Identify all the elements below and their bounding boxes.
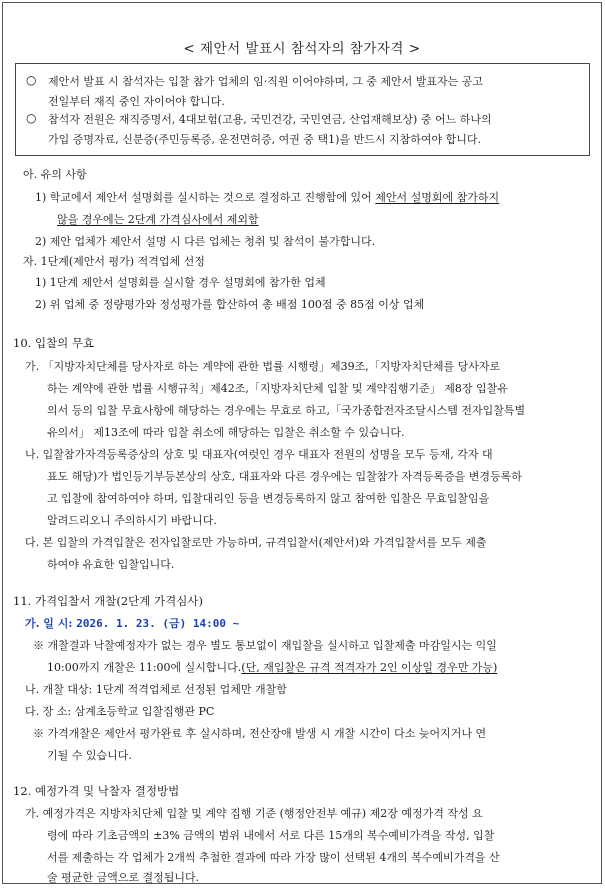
notice-title: < 제안서 발표시 참석자의 참가자격 > <box>183 41 421 57</box>
section-11-date-label: 가. 일 시: <box>25 617 77 630</box>
section-a-item-1-text: 1) 학교에서 제안서 설명회를 실시하는 것으로 결정하고 진행함에 있어 <box>35 191 376 204</box>
notice-bullet-2-line-1: 참석자 전원은 재직증명서, 4대보험(고용, 국민건강, 국민연금, 산업재해보상) 중 어느 하나의 <box>48 113 492 126</box>
section-b-item-2: 2) 위 업체 중 정량평가와 정성평가를 합산하여 총 배점 100점 중 85점 이상 업체 <box>35 298 425 311</box>
section-12-ga-line-4: 술 평균한 금액으로 결정됩니다. <box>47 871 200 884</box>
section-10-ga-line-2: 하는 계약에 관한 법률 시행규칙」제42조,「지방자치단체 입찰 및 계약집행기준」 제8장 입찰유 <box>47 382 508 395</box>
section-10-na-line-1: 나. 입찰참가자격등록증상의 상호 및 대표자(여럿인 경우 대표자 전원의 성명을 모두 등재, 각자 대 <box>25 448 493 461</box>
section-11-date-row <box>25 615 239 631</box>
section-12-ga-line-1: 가. 예정가격은 지방자치단체 입찰 및 계약 집행 기준 (행정안전부 예규) 제2장 예정가격 작성 요 <box>25 807 483 820</box>
section-a-item-1-underlined: 제안서 설명회에 참가하지 <box>375 191 500 204</box>
section-11-note-1-underlined: (단, 재입찰은 규격 적격자가 2인 이상일 경우만 가능) <box>241 661 498 674</box>
notice-bullet-2-line-2: 가입 증명자료, 신분증(주민등록증, 운전면허증, 여권 중 택1)을 반드시 지참하여야 합니다. <box>48 133 481 146</box>
section-10-da-line-2: 하여야 유효한 입찰입니다. <box>47 558 175 571</box>
section-11-note-1-text: 10:00까지 개찰은 11:00에 실시합니다. <box>47 661 242 674</box>
document-page <box>2 2 602 884</box>
section-11-note-2-line-2: 기될 수 있습니다. <box>47 749 132 762</box>
section-a-item-2: 2) 제안 업체가 제안서 설명 시 다른 업체는 청취 및 참석이 불가합니다. <box>35 235 376 248</box>
section-11-title: 11. 가격입찰서 개찰(2단계 가격심사) <box>13 594 203 608</box>
section-11-note-1-line-1: ※ 개찰결과 낙찰예정자가 없는 경우 별도 통보없이 재입찰을 실시하고 입찰제출 마감일시는 익일 <box>33 639 497 652</box>
section-10-title: 10. 입찰의 무효 <box>13 336 95 350</box>
section-10-na-line-2: 표도 해당)가 법인등기부등본상의 상호, 대표자와 다른 경우에는 입찰참가 자격등록증을 변경등록하 <box>47 470 522 483</box>
section-a-item-1-line-1 <box>35 189 499 205</box>
notice-box <box>15 63 590 156</box>
section-10-na-line-4: 알려드리오니 주의하시기 바랍니다. <box>47 514 217 527</box>
section-11-na: 나. 개찰 대상: 1단계 적격업체로 선정된 업체만 개찰함 <box>25 683 287 696</box>
notice-bullet-1-line-1: 제안서 발표 시 참석자는 입찰 참가 업체의 임·직원 이어야하며, 그 중 제안서 발표자는 공고 <box>48 75 483 88</box>
section-10-ga-line-4: 유의서」 제13조에 따라 입찰 취소에 해당하는 입찰은 취소할 수 있습니다. <box>47 426 405 439</box>
section-10-ga-line-3: 의서 등의 입찰 무효사항에 해당하는 경우에는 무효로 하고,「국가종합전자조달시스템 전자입찰특별 <box>47 404 526 417</box>
section-11-da: 다. 장 소: 삼계초등학교 입찰집행관 PC <box>25 705 215 718</box>
section-12-ga-line-2: 령에 따라 기초금액의 ±3% 금액의 범위 내에서 서로 다른 15개의 복수예비가격을 작성, 입찰 <box>47 829 495 842</box>
section-11-date-value: 2026. 1. 23. (금) 14:00 ~ <box>76 617 240 630</box>
section-10-na-line-3: 고 입찰에 참여하여야 하며, 입찰대리인 등을 변경등록하지 않고 참여한 입찰은 무효입찰임을 <box>47 492 490 505</box>
section-11-note-1-line-2 <box>47 659 497 675</box>
section-10-da-line-1: 다. 본 입찰의 가격입찰은 전자입찰로만 가능하며, 규격입찰서(제안서)와 가격입찰서를 모두 제출 <box>25 536 487 549</box>
notice-bullet-1-line-2: 전일부터 재직 중인 자이어야 합니다. <box>48 95 225 108</box>
section-12-title: 12. 예정가격 및 낙찰자 결정방법 <box>13 784 180 798</box>
section-a-item-1-line-2: 않을 경우에는 2단계 가격심사에서 제외함 <box>57 213 259 226</box>
bullet-circle-icon: ○ <box>26 73 37 87</box>
section-b-item-1: 1) 1단계 제안서 설명회를 실시할 경우 설명회에 참가한 업체 <box>35 276 326 289</box>
section-11-note-2-line-1: ※ 가격개찰은 제안서 평가완료 후 실시하며, 전산장애 발생 시 개찰 시간이 다소 늦어지거나 연 <box>33 727 487 740</box>
section-a-title: 아. 유의 사항 <box>23 168 87 181</box>
section-b-title: 자. 1단계(제안서 평가) 적격업체 선정 <box>23 255 205 268</box>
section-10-ga-line-1: 가. 「지방자치단체를 당사자로 하는 계약에 관한 법률 시행령」제39조,「지방자치단체를 당사자로 <box>25 360 501 373</box>
section-12-ga-line-3: 서를 제출하는 각 업체가 2개씩 추첨한 결과에 따라 가장 많이 선택된 4개의 복수예비가격을 산 <box>47 851 500 864</box>
bullet-circle-icon: ○ <box>26 111 37 125</box>
